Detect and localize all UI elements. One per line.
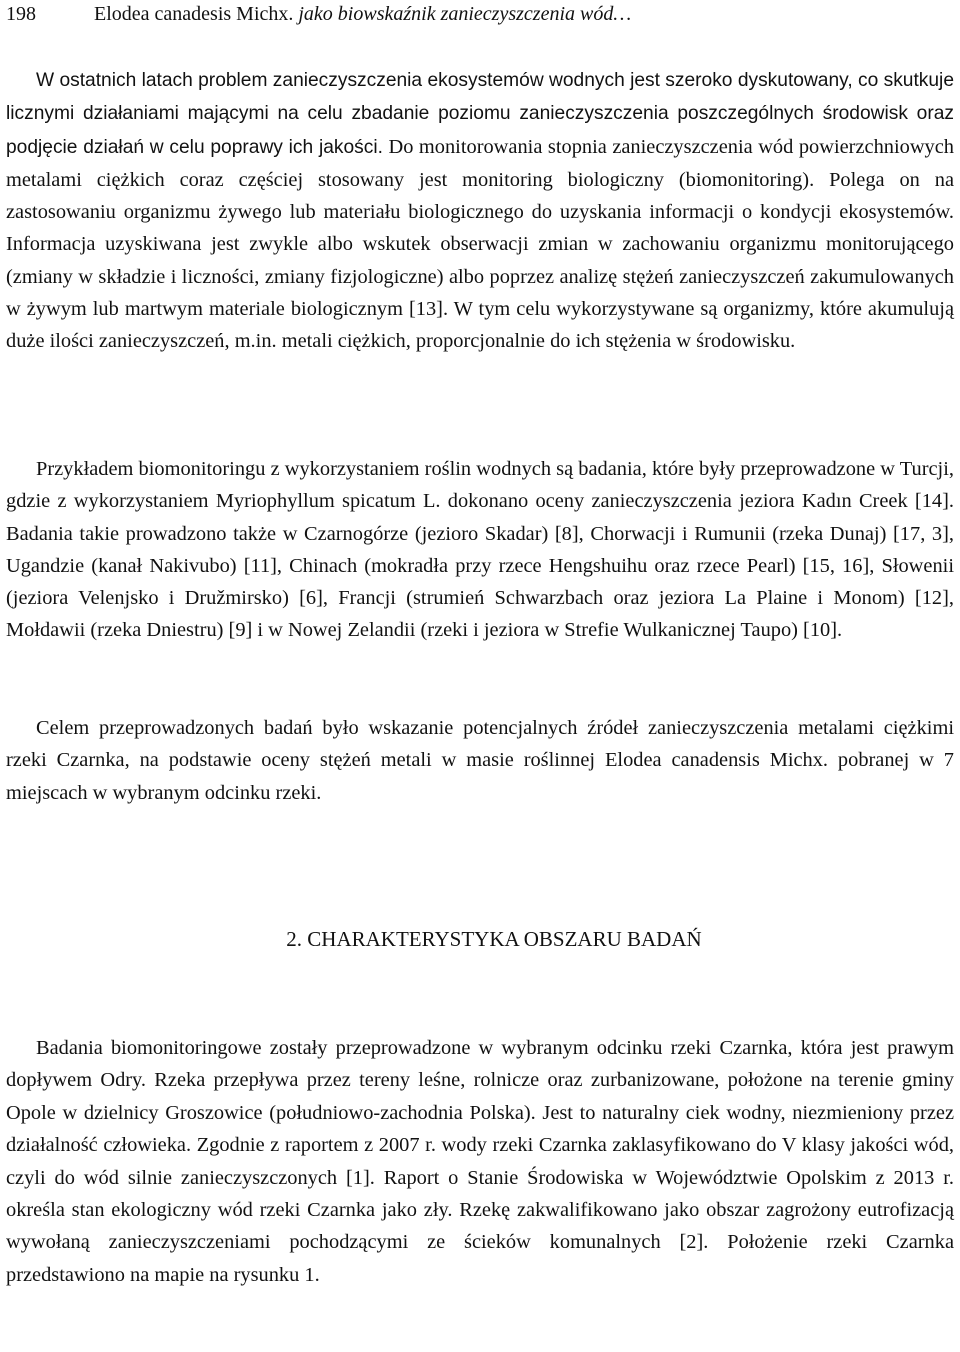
paragraph-intro-sentence-2: Do monitorowania stopnia zanieczyszczenia wód powierzchniowych metalami ciężkich coraz częściej stosowany jest monitoring biologiczny (biomonitoring). Polega on na zastosowaniu organizmu żywego lub materiału biologicznego do uzyskania informacji o kondycji ekosystemów. Informacja uzyskiwana jest zwykle albo wskutek obserwacji zmian w zachowaniu organizmu monitorującego (zmiany w składzie i liczności, zmiany fizjologiczne) albo poprzez analizę stężeń zanieczyszczeń zakumulowanych w żywym lub martwym materiale biologicznym [13]. W tym celu wykorzystywane są organizmy, które akumulują duże ilości zanieczyszczeń, m.in. metali ciężkich, proporcjonalnie do ich stężenia w środowisku. (6, 135, 954, 353)
paragraph-examples: Przykładem biomonitoringu z wykorzystaniem roślin wodnych są badania, które były przeprowadzone w Turcji, gdzie z wykorzystaniem Myriophyllum spicatum L. dokonano oceny zanieczyszczenia jeziora Kadın Creek [14]. Badania takie prowadzono także w Czarnogórze (jezioro Skadar) [8], Chorwacji i Rumunii (rzeka Dunaj) [17, 3], Ugandzie (kanał Nakivubo) [11], Chinach (mokradła przy rzece Hengshuihu oraz rzece Pearl) [15, 16], Słowenii (jeziora Velenjsko i Družmirsko) [6], Francji (strumień Schwarzbach oraz jeziora La Plaine i Monom) [12], Mołdawii (rzeka Dniestru) [9] i w Nowej Zelandii (rzeki i jeziora w Strefie Wulkanicznej Taupo) [10]. (6, 458, 954, 642)
running-header (6, 2, 631, 26)
paragraph-intro (6, 64, 954, 358)
header-title-italic: jako biowskaźnik zanieczyszczenia wód… (298, 3, 632, 25)
paragraph-aim: Celem przeprowadzonych badań było wskazanie potencjalnych źródeł zanieczyszczenia metalami ciężkimi rzeki Czarnka, na podstawie oceny stężeń metali w masie roślinnej Elodea canadensis Michx. pobranej w 7 miejscach w wybranym odcinku rzeki. (6, 717, 954, 804)
paragraph-intro-sentence-1: W ostatnich latach problem zanieczyszczenia ekosystemów wodnych jest szeroko dyskutowany, co skutkuje licznymi działaniami mającymi na celu zbadanie poziomu zanieczyszczenia poszczególnych środowisk oraz podjęcie działań w celu poprawy ich jakości. (6, 70, 954, 158)
header-title: Elodea canadesis Michx. (94, 3, 294, 25)
section-heading: 2. CHARAKTERYSTYKA OBSZARU BADAŃ (286, 927, 702, 951)
page-number: 198 (6, 3, 36, 25)
paragraph-study-area: Badania biomonitoringowe zostały przeprowadzone w wybranym odcinku rzeki Czarnka, która jest prawym dopływem Odry. Rzeka przepływa przez tereny leśne, rolnicze oraz zurbanizowane, położone na terenie gminy Opole w dzielnicy Groszowice (południowo-zachodnia Polska). Jest to naturalny ciek wodny, niezmieniony przez działalność człowieka. Zgodnie z raportem z 2007 r. wody rzeki Czarnka zaklasyfikowano do V klasy jakości wód, czyli do wód silnie zanieczyszczonych [1]. Raport o Stanie Środowiska w Województwie Opolskim z 2013 r. określa stan ekologiczny wód rzeki Czarnka jako zły. Rzekę zakwalifikowano jako obszar zagrożony eutrofizacją wywołaną zanieczyszczeniami pochodzącymi ze ścieków komunalnych [2]. Położenie rzeki Czarnka przedstawiono na mapie na rysunku 1. (6, 1037, 954, 1286)
